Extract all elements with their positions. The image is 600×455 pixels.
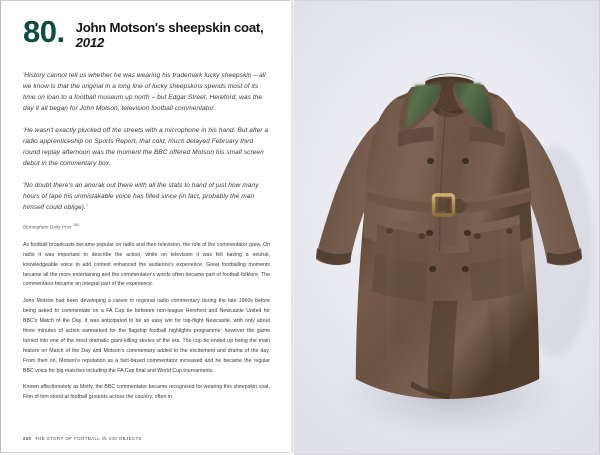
chapter-title-block (76, 17, 264, 51)
chapter-year: 2012 (75, 35, 105, 51)
photo-backdrop (294, 1, 599, 454)
quote-attribution-name: Birmingham Daily Post (23, 224, 72, 230)
pull-quote-block (23, 70, 270, 230)
running-head-title: THE STORY OF FOOTBALL IN 100 OBJECTS (35, 436, 143, 441)
chapter-header (23, 14, 270, 51)
page-footer (23, 436, 142, 441)
body-paragraph-2: John Motson had been developing a career in regional radio commentary during the late 1960s before being asked to commentate on a FA Cup tie between non-league Hereford and Newcastle United for BBC's Match of the Day. It was anticipated to be an easy win for top-flight Newcastle, with only about three minutes of action earmarked for the flagship football highlights programme; however the game turned into one of the most dramatic giant-killing stories of the era. The cup tie ended up being the main feature on Match of the Day and Motson's commentary added to the excitement and drama of the day. From then on, Motson's reputation as a fact-based commentator increased and he became the regular BBC voice for big matches including the FA Cup final and World Cup tournaments. (23, 298, 270, 374)
right-photo-page (294, 0, 600, 455)
coat-illustration (294, 1, 599, 454)
quote-paragraph-3: 'No doubt there's an anorak out there with all the stats to hand of just how many hours of tape his unmistakable voice has filled since (in fact, probably the man himself could oblige).' (23, 181, 259, 212)
footnote-marker: 185 (73, 223, 80, 228)
quote-paragraph-2: 'He wasn't exactly plucked off the streets with a microphone in his hand. But after a radio apprenticeship on Sports Report, that cold, much delayed February third round replay afternoon was the moment the BBC offered Motson his small screen debut in the commentary box. (23, 126, 269, 168)
quote-attribution (23, 223, 270, 230)
page-number: 220 (23, 436, 32, 441)
page-title: John Motson's sheepskin coat, (75, 20, 264, 35)
body-copy (23, 241, 270, 403)
sheepskin-coat-photo (294, 1, 599, 454)
left-text-page (0, 0, 290, 453)
body-paragraph-1: As football broadcasts became popular on radio and then television, the role of the commentator grew. On radio it was important to describe the action, while on television it was felt having a neutral, knowledgeable voice to add context enhanced the audience's experience. Great footballing moments became all the more entertaining and the commentator's words often became part of football folklore. The commentator became an integral part of the experience. (23, 241, 270, 288)
quote-paragraph-1: 'History cannot tell us whether he was wearing his trademark lucky sheepskin – all we know is that the original in a long line of lucky sheepskins spends most of its time on loan to a football museum up north – but Edgar Street, Hereford, was the day it all began for John Motson, television football commentator. (23, 71, 266, 113)
chapter-number: 80. (23, 14, 65, 49)
body-paragraph-3: Known affectionately as Motty, the BBC commentator became recognised for wearing this sheepskin coat. Film of him stood at football grounds across the country, often in (23, 384, 270, 401)
